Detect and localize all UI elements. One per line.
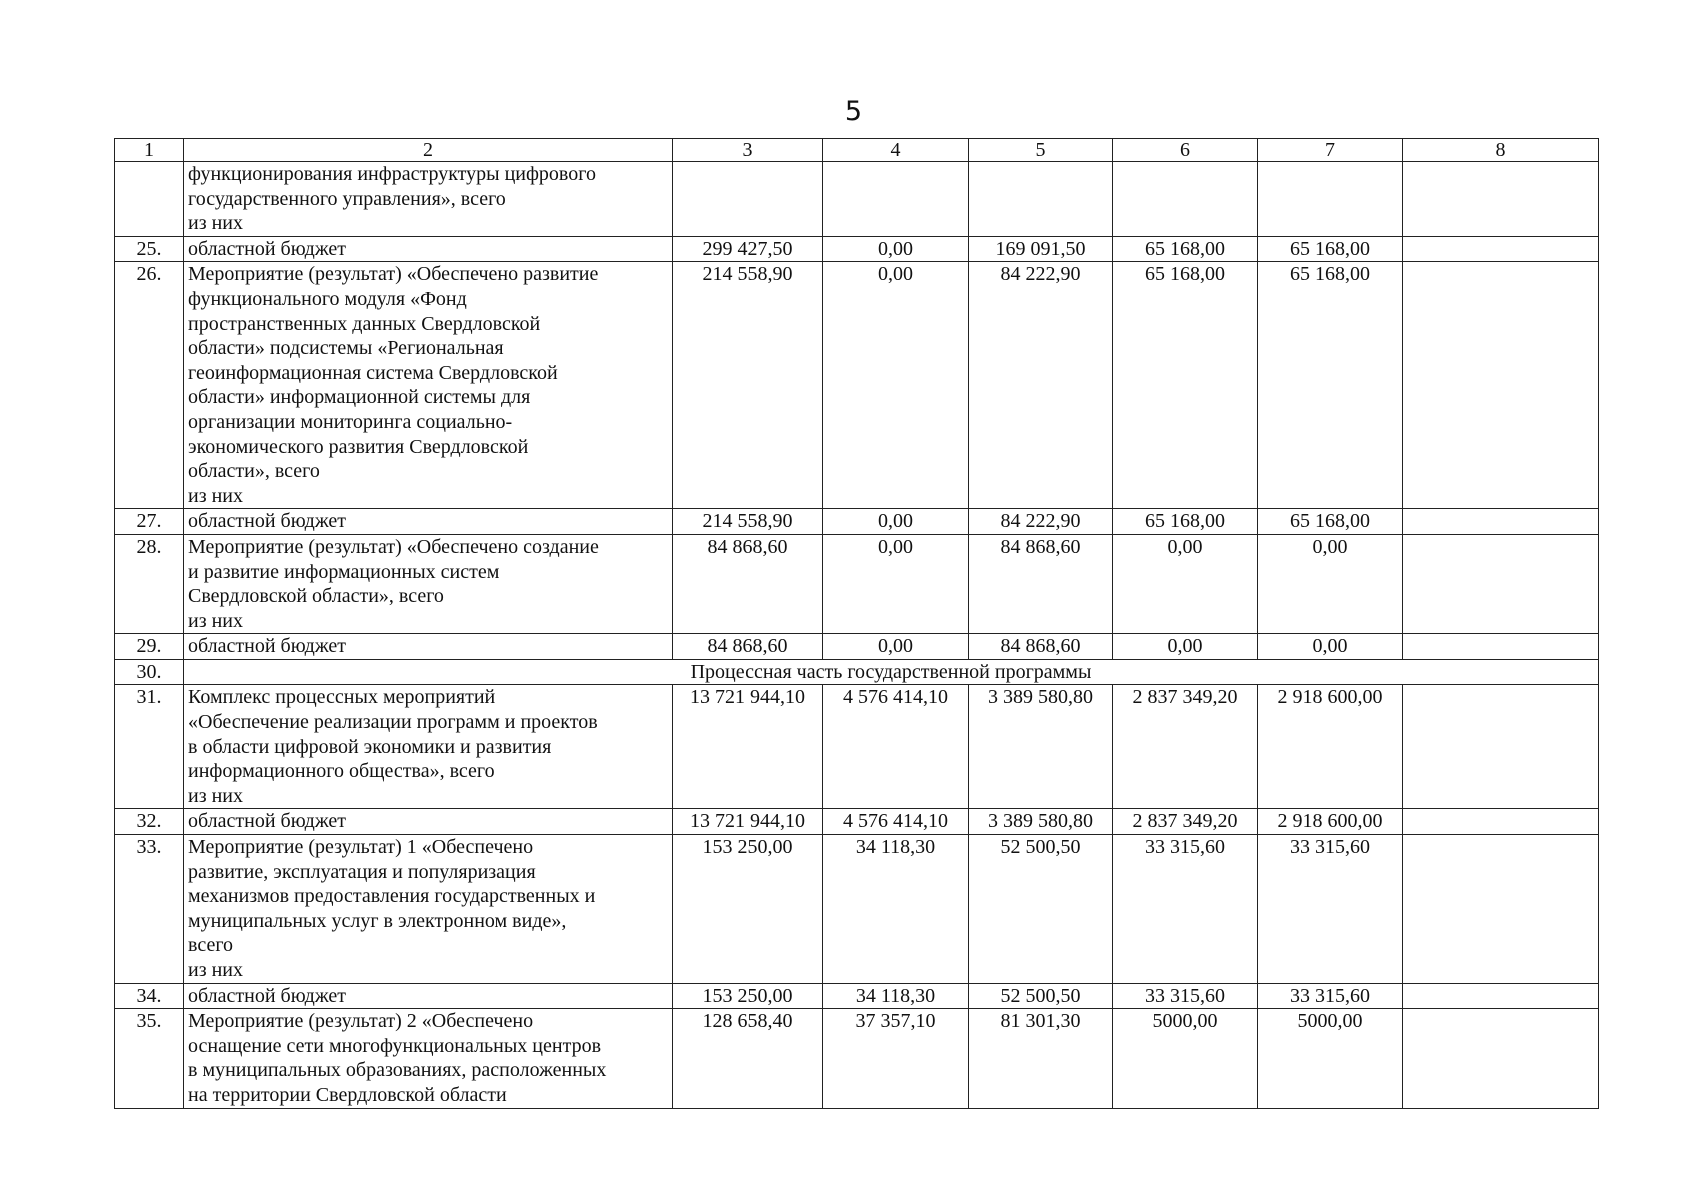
row-number: 35. [115, 1009, 184, 1108]
description-line: области» подсистемы «Региональная [188, 337, 504, 360]
value-c5: 3 389 580,80 [969, 685, 1113, 809]
value-c8 [1403, 262, 1599, 509]
value-c5: 84 222,90 [969, 509, 1113, 535]
value-c6: 65 168,00 [1113, 236, 1258, 262]
description-line: из них [188, 959, 244, 981]
value-c4: 37 357,10 [823, 1009, 969, 1108]
row-number: 25. [115, 236, 184, 262]
description-line: Мероприятие (результат) 1 «Обеспечено [188, 836, 534, 859]
value-c4: 0,00 [823, 634, 969, 660]
row-number: 27. [115, 509, 184, 535]
row-description [184, 835, 673, 984]
description-line: области» информационной системы для [188, 386, 531, 409]
value-c3 [673, 162, 823, 237]
row-number: 32. [115, 809, 184, 835]
value-c8 [1403, 835, 1599, 984]
description-line: развитие, эксплуатация и популяризация [188, 860, 536, 883]
description-line: Мероприятие (результат) «Обеспечено создание [188, 535, 599, 558]
value-c7: 2 918 600,00 [1258, 809, 1403, 835]
description-line: экономического развития Свердловской [188, 435, 529, 458]
value-c8 [1403, 236, 1599, 262]
description-line: областной бюджет [188, 510, 347, 533]
description-line: в муниципальных образованиях, расположенных [188, 1059, 607, 1082]
row-description [184, 262, 673, 509]
row-number: 33. [115, 835, 184, 984]
description-line: оснащение сети многофункциональных центров [188, 1034, 602, 1057]
description-line: геоинформационная система Свердловской [188, 361, 558, 384]
description-line: организации мониторинга социально- [188, 410, 513, 433]
value-c5: 3 389 580,80 [969, 809, 1113, 835]
value-c7: 5000,00 [1258, 1009, 1403, 1108]
table-row [115, 1009, 1599, 1108]
value-c8 [1403, 534, 1599, 633]
value-c6: 33 315,60 [1113, 835, 1258, 984]
value-c4: 34 118,30 [823, 983, 969, 1009]
description-line: Мероприятие (результат) «Обеспечено развитие [188, 263, 599, 286]
value-c6: 5000,00 [1113, 1009, 1258, 1108]
value-c5: 52 500,50 [969, 835, 1113, 984]
value-c6: 33 315,60 [1113, 983, 1258, 1009]
description-line: из них [188, 212, 244, 235]
description-line: области», всего [188, 460, 320, 483]
description-line: областной бюджет [188, 984, 347, 1007]
value-c3: 153 250,00 [673, 835, 823, 984]
value-c8 [1403, 685, 1599, 809]
value-c8 [1403, 1009, 1599, 1108]
value-c3: 214 558,90 [673, 509, 823, 535]
table-row [115, 509, 1599, 535]
value-c5: 84 868,60 [969, 634, 1113, 660]
budget-table [114, 138, 1599, 1109]
description-line: областной бюджет [188, 237, 347, 260]
description-line: из них [188, 784, 244, 807]
value-c3: 153 250,00 [673, 983, 823, 1009]
row-description [184, 534, 673, 633]
column-header: 3 [673, 139, 823, 162]
description-line: на территории Свердловской области [188, 1083, 507, 1106]
description-line: информационного общества», всего [188, 760, 495, 783]
value-c4: 4 576 414,10 [823, 685, 969, 809]
value-c6 [1113, 162, 1258, 237]
value-c6: 0,00 [1113, 534, 1258, 633]
table-body [115, 139, 1599, 1109]
value-c7: 0,00 [1258, 634, 1403, 660]
value-c7: 0,00 [1258, 534, 1403, 633]
value-c6: 0,00 [1113, 634, 1258, 660]
value-c6: 2 837 349,20 [1113, 685, 1258, 809]
row-description [184, 809, 673, 835]
table-row [115, 534, 1599, 633]
value-c7: 65 168,00 [1258, 509, 1403, 535]
row-number [115, 162, 184, 237]
description-line: пространственных данных Свердловской [188, 312, 541, 335]
row-description [184, 162, 673, 237]
column-header: 4 [823, 139, 969, 162]
row-description [184, 685, 673, 809]
description-line: функционального модуля «Фонд [188, 287, 467, 310]
value-c8 [1403, 634, 1599, 660]
value-c8 [1403, 809, 1599, 835]
description-line: механизмов предоставления государственных и [188, 885, 596, 908]
value-c6: 65 168,00 [1113, 262, 1258, 509]
table-row [115, 262, 1599, 509]
row-description [184, 236, 673, 262]
row-description [184, 634, 673, 660]
value-c4 [823, 162, 969, 237]
description-line: государственного управления», всего [188, 187, 506, 210]
value-c3: 128 658,40 [673, 1009, 823, 1108]
value-c5: 52 500,50 [969, 983, 1113, 1009]
row-number: 30. [115, 659, 184, 685]
value-c6: 65 168,00 [1113, 509, 1258, 535]
row-number: 31. [115, 685, 184, 809]
table-row [115, 685, 1599, 809]
section-row [115, 659, 1599, 685]
description-line: Свердловской области», всего [188, 585, 444, 608]
value-c3: 13 721 944,10 [673, 809, 823, 835]
column-header: 7 [1258, 139, 1403, 162]
value-c8 [1403, 509, 1599, 535]
value-c6: 2 837 349,20 [1113, 809, 1258, 835]
column-header: 1 [115, 139, 184, 162]
description-line: в области цифровой экономики и развития [188, 735, 552, 758]
column-header: 5 [969, 139, 1113, 162]
description-line: областной бюджет [188, 635, 347, 658]
row-number: 34. [115, 983, 184, 1009]
description-line: из них [188, 484, 244, 507]
description-line: Мероприятие (результат) 2 «Обеспечено [188, 1010, 534, 1033]
section-title: Процессная часть государственной программы [184, 659, 1599, 685]
description-line: и развитие информационных систем [188, 560, 500, 583]
value-c3: 13 721 944,10 [673, 685, 823, 809]
description-line: областной бюджет [188, 810, 347, 833]
value-c3: 299 427,50 [673, 236, 823, 262]
description-line: всего [188, 934, 234, 957]
table-row [115, 634, 1599, 660]
column-header: 2 [184, 139, 673, 162]
value-c4: 0,00 [823, 262, 969, 509]
table-row [115, 983, 1599, 1009]
value-c7: 2 918 600,00 [1258, 685, 1403, 809]
value-c3: 84 868,60 [673, 634, 823, 660]
value-c8 [1403, 983, 1599, 1009]
table-row [115, 809, 1599, 835]
row-description [184, 509, 673, 535]
value-c3: 84 868,60 [673, 534, 823, 633]
value-c7: 33 315,60 [1258, 983, 1403, 1009]
value-c5: 81 301,30 [969, 1009, 1113, 1108]
row-number: 29. [115, 634, 184, 660]
value-c4: 0,00 [823, 236, 969, 262]
column-header: 8 [1403, 139, 1599, 162]
table-header-row [115, 139, 1599, 162]
value-c8 [1403, 162, 1599, 237]
description-line: функционирования инфраструктуры цифрового [188, 163, 596, 185]
value-c4: 4 576 414,10 [823, 809, 969, 835]
row-description [184, 983, 673, 1009]
row-description [184, 1009, 673, 1108]
value-c7 [1258, 162, 1403, 237]
table-row [115, 835, 1599, 984]
column-header: 6 [1113, 139, 1258, 162]
value-c5: 84 222,90 [969, 262, 1113, 509]
description-line: «Обеспечение реализации программ и проектов [188, 711, 598, 734]
value-c4: 0,00 [823, 534, 969, 633]
value-c7: 65 168,00 [1258, 262, 1403, 509]
description-line: Комплекс процессных мероприятий [188, 686, 496, 709]
description-line: муниципальных услуг в электронном виде», [188, 909, 567, 932]
description-line: из них [188, 609, 244, 632]
value-c5 [969, 162, 1113, 237]
value-c3: 214 558,90 [673, 262, 823, 509]
value-c4: 0,00 [823, 509, 969, 535]
value-c7: 33 315,60 [1258, 835, 1403, 984]
row-number: 28. [115, 534, 184, 633]
value-c7: 65 168,00 [1258, 236, 1403, 262]
table-row [115, 236, 1599, 262]
value-c4: 34 118,30 [823, 835, 969, 984]
page-number: 5 [844, 96, 863, 127]
value-c5: 169 091,50 [969, 236, 1113, 262]
value-c5: 84 868,60 [969, 534, 1113, 633]
row-number: 26. [115, 262, 184, 509]
table-row [115, 162, 1599, 237]
